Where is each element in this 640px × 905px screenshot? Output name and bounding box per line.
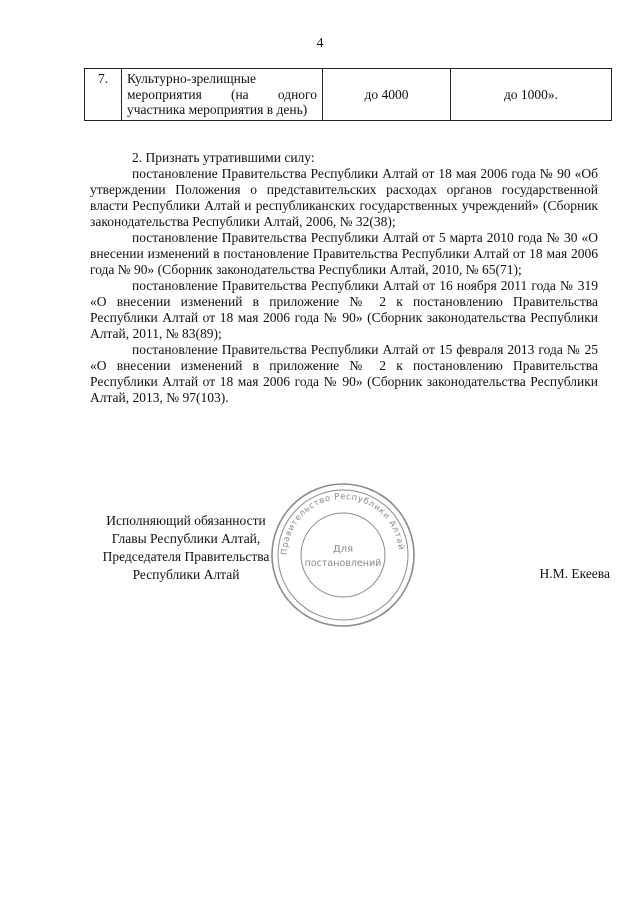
signature-title-line: Исполняющий обязанности (106, 513, 266, 528)
document-body (90, 150, 598, 406)
paragraph-repeal-4: постановление Правительства Республики Алтай от 15 февраля 2013 года № 25 «О внесении изменений в приложение № 2 к постановлению Правительства Республики Алтай от 18 мая 2006 года № 90» (Сборник законодательства Республики Алтай, 2013, № 97(103). (90, 342, 598, 405)
seal-center-line-2: постановлений (304, 558, 382, 569)
seal-middle-ring (278, 490, 408, 620)
signature-title-line: Главы Республики Алтай, (111, 531, 261, 546)
paragraph-repeal-1: постановление Правительства Республики Алтай от 18 мая 2006 года № 90 «Об утверждении Положения о представительских расходах органов государственной власти Республики Алтай и республиканских государственных учреждений» (Сборник законодательства Республики Алтай, 2006, № 32(38); (90, 166, 598, 229)
official-seal-stamp (268, 480, 418, 630)
table-row (85, 69, 612, 121)
row-number: 7. (85, 69, 122, 121)
paragraph-heading: 2. Признать утратившими силу: (132, 150, 315, 165)
signature-title-line: Республики Алтай (132, 567, 240, 582)
page-number: 4 (316, 36, 324, 51)
seal-outer-ring (272, 484, 414, 626)
paragraph-repeal-3: постановление Правительства Республики Алтай от 16 ноября 2011 года № 319 «О внесении изменений в приложение № 2 к постановлению Правительства Республики Алтай от 18 мая 2006 года № 90» (Сборник законодательства Республики Алтай, 2011, № 83(89); (90, 278, 598, 341)
seal-center-line-1: Для (332, 544, 354, 555)
signatory-name: Н.М. Екеева (539, 566, 610, 581)
row-value-1: до 4000 (323, 69, 451, 121)
row-name: Культурно-зрелищные мероприятия (на одного участника мероприятия в день) (122, 69, 323, 121)
row-value-2: до 1000». (451, 69, 612, 121)
expense-table (84, 68, 612, 121)
paragraph-repeal-2: постановление Правительства Республики Алтай от 5 марта 2010 года № 30 «О внесении изменений в постановление Правительства Республики Алтай от 18 мая 2006 года № 90» (Сборник законодательства Республики Алтай, 2010, № 65(71); (90, 230, 598, 277)
seal-ring-textpath: Правительство Республики Алтай (279, 491, 406, 556)
seal-inner-ring (301, 513, 385, 597)
signature-title-line: Председателя Правительства (102, 549, 270, 564)
signature-title (86, 512, 286, 584)
